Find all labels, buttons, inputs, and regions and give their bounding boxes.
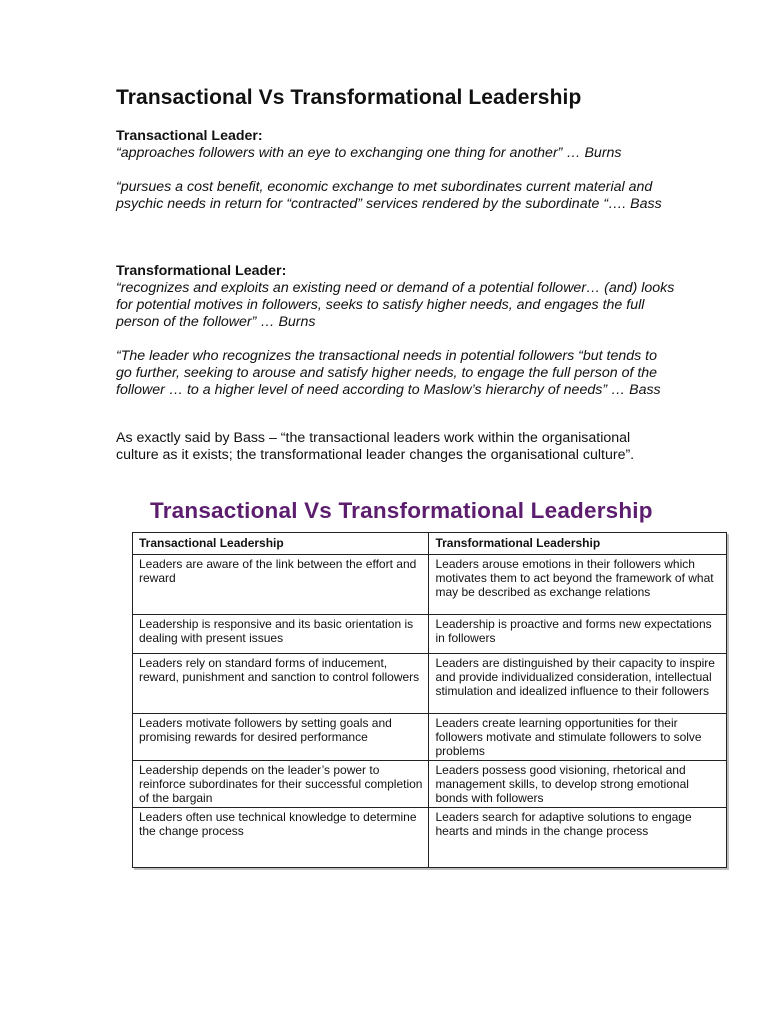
transformational-cell: Leaders arouse emotions in their followers which motivates them to act beyond the framework of what may be described as exchange relations bbox=[429, 555, 727, 615]
transactional-cell: Leaders are aware of the link between the effort and reward bbox=[133, 555, 429, 615]
transactional-cell: Leaders rely on standard forms of inducement, reward, punishment and sanction to control followers bbox=[133, 654, 429, 714]
table-header-row bbox=[133, 533, 727, 555]
transformational-cell: Leadership is proactive and forms new expectations in followers bbox=[429, 615, 727, 654]
transactional-cell: Leadership is responsive and its basic orientation is dealing with present issues bbox=[133, 615, 429, 654]
table-row bbox=[133, 761, 727, 808]
table-row bbox=[133, 714, 727, 761]
table-row bbox=[133, 615, 727, 654]
transactional-cell: Leadership depends on the leader’s power to reinforce subordinates for their successful completion of the bargain bbox=[133, 761, 429, 808]
transactional-section bbox=[116, 128, 676, 213]
transformational-cell: Leaders create learning opportunities for their followers motivate and stimulate followers to solve problems bbox=[429, 714, 727, 761]
comparison-table bbox=[132, 532, 727, 868]
closing-paragraph: As exactly said by Bass – “the transactional leaders work within the organisational culture as it exists; the transformational leader changes the organisational culture”. bbox=[116, 430, 635, 463]
transformational-cell: Leaders search for adaptive solutions to engage hearts and minds in the change process bbox=[429, 808, 727, 868]
header-transformational: Transformational Leadership bbox=[429, 533, 727, 555]
transformational-cell: Leaders are distinguished by their capacity to inspire and provide individualized consideration, intellectual stimulation and idealized influence to their followers bbox=[429, 654, 727, 714]
header-transactional: Transactional Leadership bbox=[133, 533, 429, 555]
table-row bbox=[133, 555, 727, 615]
transformational-cell: Leaders possess good visioning, rhetorical and management skills, to develop strong emotional bonds with followers bbox=[429, 761, 727, 808]
transactional-quote-burns: “approaches followers with an eye to exchanging one thing for another” … Burns bbox=[116, 145, 622, 161]
transformational-section bbox=[116, 263, 676, 399]
transformational-quote-bass: “The leader who recognizes the transactional needs in potential followers “but tends to go further, seeking to arouse and satisfy higher needs, to engage the full person of the follower … to a higher level of need according to Maslow’s hierarchy of needs” … Bass bbox=[116, 348, 661, 398]
transactional-heading: Transactional Leader: bbox=[116, 128, 263, 144]
transactional-cell: Leaders often use technical knowledge to determine the change process bbox=[133, 808, 429, 868]
transactional-cell: Leaders motivate followers by setting goals and promising rewards for desired performance bbox=[133, 714, 429, 761]
comparison-title: Transactional Vs Transformational Leadership bbox=[150, 498, 653, 523]
table-row bbox=[133, 654, 727, 714]
table-row bbox=[133, 808, 727, 868]
document-title: Transactional Vs Transformational Leadership bbox=[116, 86, 582, 109]
transactional-quote-bass: “pursues a cost benefit, economic exchange to met subordinates current material and psychic needs in return for “contracted” services rendered by the subordinate “…. Bass bbox=[116, 179, 662, 212]
transformational-quote-burns: “recognizes and exploits an existing need or demand of a potential follower… (and) looks for potential motives in followers, seeks to satisfy higher needs, and engages the full person of the follower” … Burns bbox=[116, 280, 675, 330]
transformational-heading: Transformational Leader: bbox=[116, 263, 287, 279]
